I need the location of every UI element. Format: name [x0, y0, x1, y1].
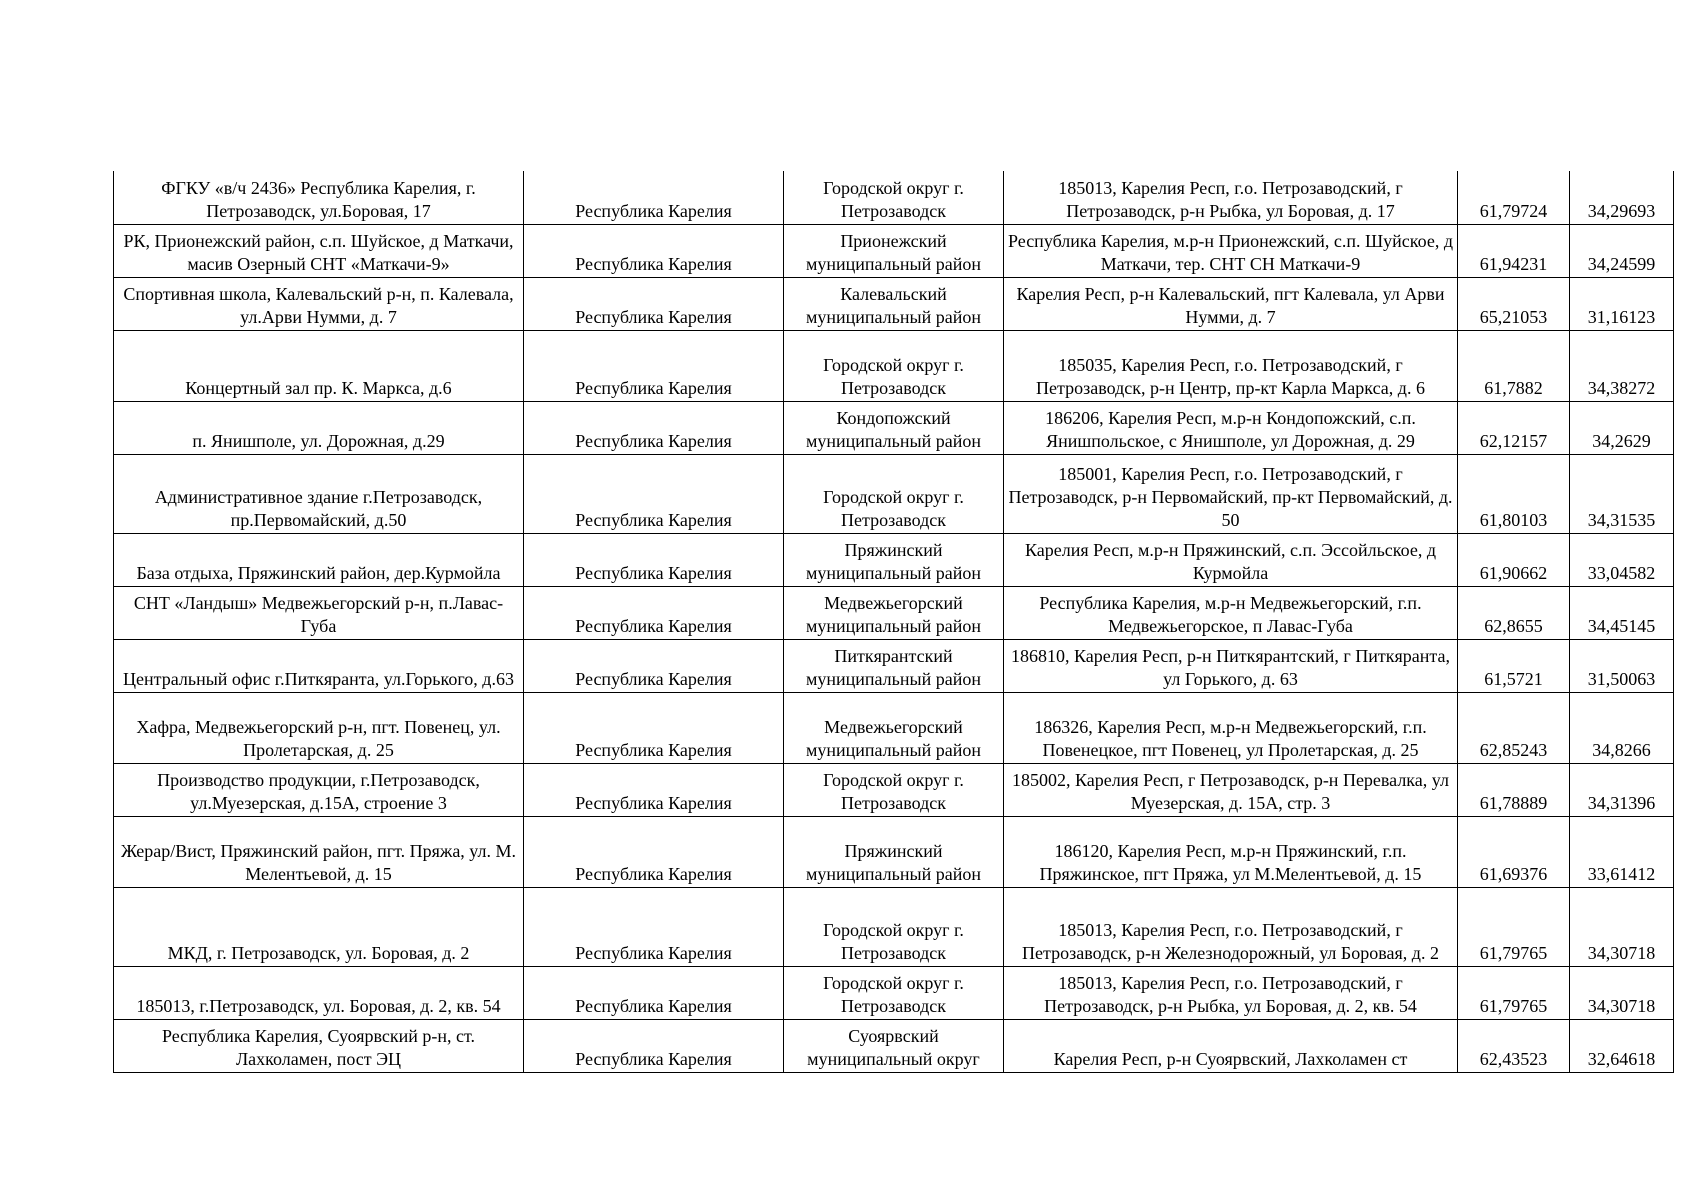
longitude-cell: 34,29693 — [1570, 171, 1674, 224]
data-table — [113, 171, 1674, 1073]
region-cell: Республика Карелия — [524, 639, 784, 692]
region-cell: Республика Карелия — [524, 966, 784, 1019]
region-cell: Республика Карелия — [524, 330, 784, 401]
longitude-cell: 34,31535 — [1570, 454, 1674, 533]
municipality-cell: Пряжинский муниципальный район — [784, 816, 1004, 887]
longitude-cell: 34,31396 — [1570, 763, 1674, 816]
latitude-cell: 61,90662 — [1458, 533, 1570, 586]
address-cell: Республика Карелия, м.р-н Медвежьегорский, г.п. Медвежьегорское, п Лавас-Губа — [1004, 586, 1458, 639]
table-row — [114, 816, 1674, 887]
region-cell: Республика Карелия — [524, 171, 784, 224]
municipality-cell: Городской округ г. Петрозаводск — [784, 171, 1004, 224]
municipality-cell: Медвежьегорский муниципальный район — [784, 692, 1004, 763]
latitude-cell: 61,79765 — [1458, 966, 1570, 1019]
municipality-cell: Городской округ г. Петрозаводск — [784, 763, 1004, 816]
latitude-cell: 61,79724 — [1458, 171, 1570, 224]
longitude-cell: 34,8266 — [1570, 692, 1674, 763]
municipality-cell: Медвежьегорский муниципальный район — [784, 586, 1004, 639]
latitude-cell: 62,12157 — [1458, 401, 1570, 454]
object-name-cell: п. Янишполе, ул. Дорожная, д.29 — [114, 401, 524, 454]
region-cell: Республика Карелия — [524, 816, 784, 887]
longitude-cell: 34,24599 — [1570, 224, 1674, 277]
table-body — [114, 171, 1674, 1072]
address-cell: Карелия Респ, м.р-н Пряжинский, с.п. Эссойльское, д Курмойла — [1004, 533, 1458, 586]
table-row — [114, 639, 1674, 692]
table-row — [114, 401, 1674, 454]
table-row — [114, 586, 1674, 639]
object-name-cell: База отдыха, Пряжинский район, дер.Курмойла — [114, 533, 524, 586]
region-cell: Республика Карелия — [524, 1019, 784, 1072]
longitude-cell: 34,2629 — [1570, 401, 1674, 454]
address-cell: 186120, Карелия Респ, м.р-н Пряжинский, г.п. Пряжинское, пгт Пряжа, ул М.Мелентьевой, д. 15 — [1004, 816, 1458, 887]
region-cell: Республика Карелия — [524, 533, 784, 586]
address-cell: Карелия Респ, р-н Калевальский, пгт Калевала, ул Арви Нумми, д. 7 — [1004, 277, 1458, 330]
address-cell: 186326, Карелия Респ, м.р-н Медвежьегорский, г.п. Повенецкое, пгт Повенец, ул Пролетарская, д. 25 — [1004, 692, 1458, 763]
address-cell: 185001, Карелия Респ, г.о. Петрозаводский, г Петрозаводск, р-н Первомайский, пр-кт Первомайский, д. 50 — [1004, 454, 1458, 533]
region-cell: Республика Карелия — [524, 277, 784, 330]
municipality-cell: Суоярвский муниципальный округ — [784, 1019, 1004, 1072]
latitude-cell: 61,94231 — [1458, 224, 1570, 277]
object-name-cell: Административное здание г.Петрозаводск, пр.Первомайский, д.50 — [114, 454, 524, 533]
object-name-cell: Республика Карелия, Суоярвский р-н, ст. Лахколамен, пост ЭЦ — [114, 1019, 524, 1072]
municipality-cell: Калевальский муниципальный район — [784, 277, 1004, 330]
object-name-cell: Спортивная школа, Калевальский р-н, п. Калевала, ул.Арви Нумми, д. 7 — [114, 277, 524, 330]
region-cell: Республика Карелия — [524, 763, 784, 816]
table-row — [114, 763, 1674, 816]
address-cell: 185035, Карелия Респ, г.о. Петрозаводский, г Петрозаводск, р-н Центр, пр-кт Карла Маркса, д. 6 — [1004, 330, 1458, 401]
table-row — [114, 171, 1674, 224]
object-name-cell: Жерар/Вист, Пряжинский район, пгт. Пряжа, ул. М. Мелентьевой, д. 15 — [114, 816, 524, 887]
table-row — [114, 692, 1674, 763]
table-row — [114, 887, 1674, 966]
address-cell: 185013, Карелия Респ, г.о. Петрозаводский, г Петрозаводск, р-н Рыбка, ул Боровая, д. 2, кв. 54 — [1004, 966, 1458, 1019]
longitude-cell: 33,61412 — [1570, 816, 1674, 887]
table-row — [114, 454, 1674, 533]
municipality-cell: Городской округ г. Петрозаводск — [784, 966, 1004, 1019]
longitude-cell: 34,38272 — [1570, 330, 1674, 401]
table-row — [114, 224, 1674, 277]
longitude-cell: 34,45145 — [1570, 586, 1674, 639]
object-name-cell: СНТ «Ландыш» Медвежьегорский р-н, п.Лавас-Губа — [114, 586, 524, 639]
longitude-cell: 34,30718 — [1570, 887, 1674, 966]
municipality-cell: Городской округ г. Петрозаводск — [784, 887, 1004, 966]
object-name-cell: 185013, г.Петрозаводск, ул. Боровая, д. 2, кв. 54 — [114, 966, 524, 1019]
latitude-cell: 62,43523 — [1458, 1019, 1570, 1072]
object-name-cell: РК, Прионежский район, с.п. Шуйское, д Маткачи, масив Озерный СНТ «Маткачи-9» — [114, 224, 524, 277]
table-row — [114, 330, 1674, 401]
table-row — [114, 966, 1674, 1019]
region-cell: Республика Карелия — [524, 586, 784, 639]
table-row — [114, 533, 1674, 586]
address-cell: Карелия Респ, р-н Суоярвский, Лахколамен ст — [1004, 1019, 1458, 1072]
address-cell: 185002, Карелия Респ, г Петрозаводск, р-н Перевалка, ул Муезерская, д. 15А, стр. 3 — [1004, 763, 1458, 816]
region-cell: Республика Карелия — [524, 692, 784, 763]
longitude-cell: 32,64618 — [1570, 1019, 1674, 1072]
latitude-cell: 65,21053 — [1458, 277, 1570, 330]
object-name-cell: ФГКУ «в/ч 2436» Республика Карелия, г. Петрозаводск, ул.Боровая, 17 — [114, 171, 524, 224]
address-cell: 185013, Карелия Респ, г.о. Петрозаводский, г Петрозаводск, р-н Рыбка, ул Боровая, д. 17 — [1004, 171, 1458, 224]
latitude-cell: 61,80103 — [1458, 454, 1570, 533]
latitude-cell: 62,8655 — [1458, 586, 1570, 639]
latitude-cell: 61,69376 — [1458, 816, 1570, 887]
latitude-cell: 61,79765 — [1458, 887, 1570, 966]
object-name-cell: Концертный зал пр. К. Маркса, д.6 — [114, 330, 524, 401]
object-name-cell: МКД, г. Петрозаводск, ул. Боровая, д. 2 — [114, 887, 524, 966]
table-row — [114, 277, 1674, 330]
latitude-cell: 61,7882 — [1458, 330, 1570, 401]
municipality-cell: Городской округ г. Петрозаводск — [784, 454, 1004, 533]
municipality-cell: Прионежский муниципальный район — [784, 224, 1004, 277]
address-cell: Республика Карелия, м.р-н Прионежский, с.п. Шуйское, д Маткачи, тер. СНТ СН Маткачи-9 — [1004, 224, 1458, 277]
object-name-cell: Хафра, Медвежьегорский р-н, пгт. Повенец, ул. Пролетарская, д. 25 — [114, 692, 524, 763]
municipality-cell: Пряжинский муниципальный район — [784, 533, 1004, 586]
region-cell: Республика Карелия — [524, 454, 784, 533]
longitude-cell: 31,50063 — [1570, 639, 1674, 692]
latitude-cell: 61,5721 — [1458, 639, 1570, 692]
region-cell: Республика Карелия — [524, 401, 784, 454]
municipality-cell: Кондопожский муниципальный район — [784, 401, 1004, 454]
municipality-cell: Городской округ г. Петрозаводск — [784, 330, 1004, 401]
longitude-cell: 34,30718 — [1570, 966, 1674, 1019]
region-cell: Республика Карелия — [524, 224, 784, 277]
address-cell: 185013, Карелия Респ, г.о. Петрозаводский, г Петрозаводск, р-н Железнодорожный, ул Боровая, д. 2 — [1004, 887, 1458, 966]
latitude-cell: 61,78889 — [1458, 763, 1570, 816]
address-cell: 186206, Карелия Респ, м.р-н Кондопожский, с.п. Янишпольское, с Янишполе, ул Дорожная, д. 29 — [1004, 401, 1458, 454]
municipality-cell: Питкярантский муниципальный район — [784, 639, 1004, 692]
table-row — [114, 1019, 1674, 1072]
longitude-cell: 31,16123 — [1570, 277, 1674, 330]
object-name-cell: Производство продукции, г.Петрозаводск, ул.Муезерская, д.15А, строение 3 — [114, 763, 524, 816]
latitude-cell: 62,85243 — [1458, 692, 1570, 763]
object-name-cell: Центральный офис г.Питкяранта, ул.Горького, д.63 — [114, 639, 524, 692]
region-cell: Республика Карелия — [524, 887, 784, 966]
address-cell: 186810, Карелия Респ, р-н Питкярантский, г Питкяранта, ул Горького, д. 63 — [1004, 639, 1458, 692]
longitude-cell: 33,04582 — [1570, 533, 1674, 586]
